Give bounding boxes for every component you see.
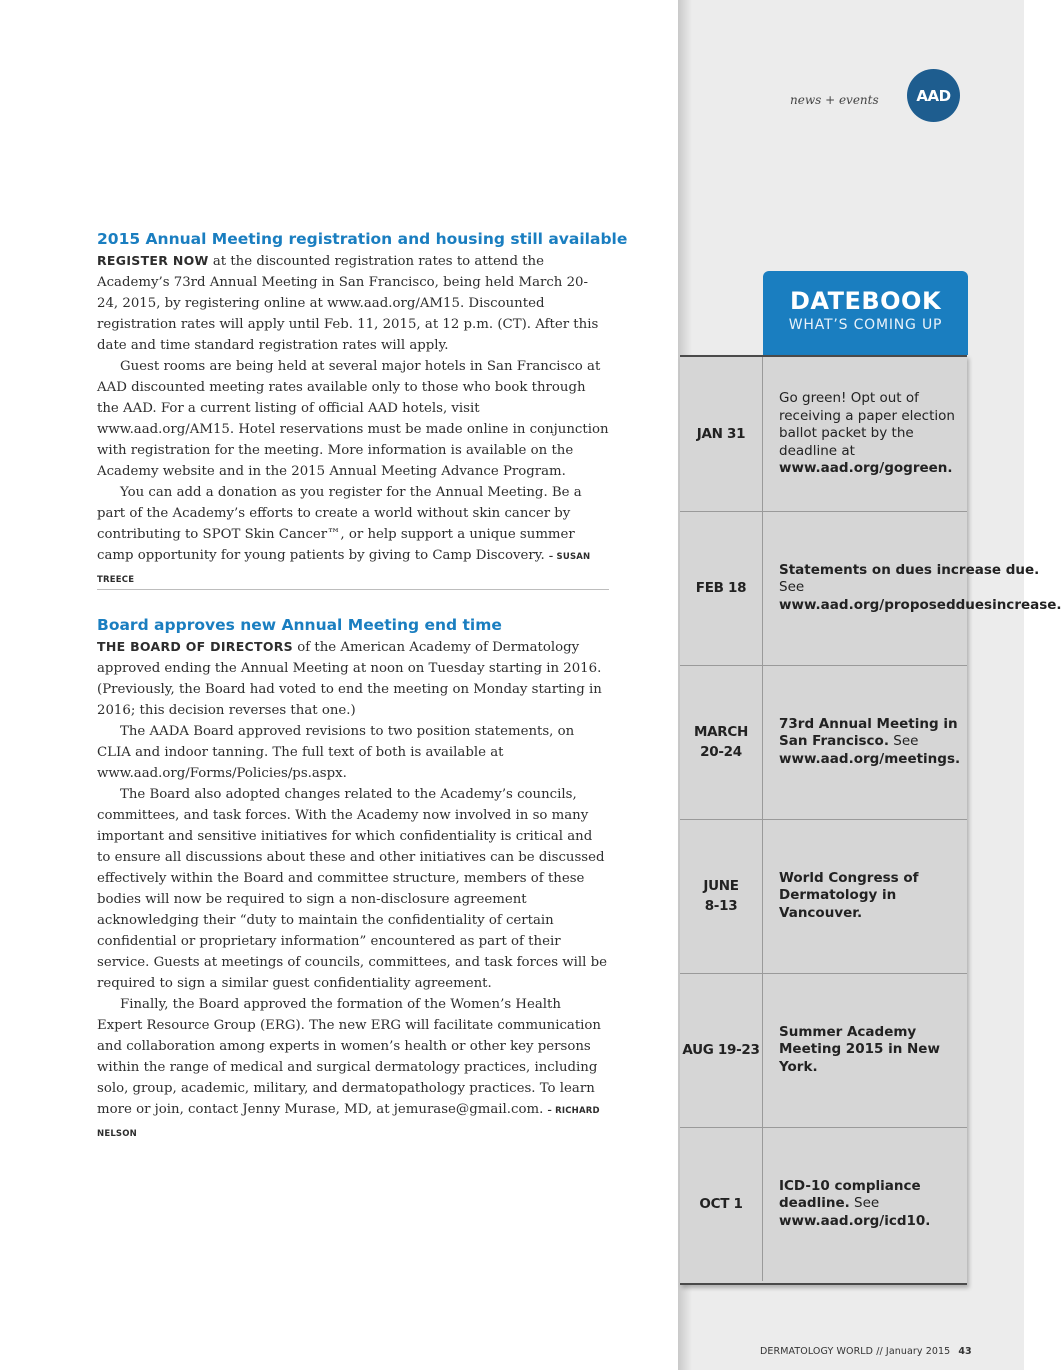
event-description: ICD-10 compliance deadline. See www.aad.org/icd10. — [779, 1177, 931, 1229]
author-byline: – SUSAN TREECE — [97, 552, 591, 585]
lead-in: THE BOARD OF DIRECTORS — [97, 639, 293, 654]
article-paragraph — [97, 482, 609, 591]
article-paragraph — [97, 250, 609, 356]
page-number: 43 — [958, 1346, 972, 1357]
event-date: FEB 18 — [680, 511, 763, 665]
datebook-event — [680, 1127, 967, 1281]
datebook-header — [763, 271, 968, 355]
author-byline: – RICHARD NELSON — [97, 1106, 600, 1139]
event-date: JUNE 8-13 — [680, 819, 763, 973]
paragraph-text: You can add a donation as you register for the Annual Meeting. Be a part of the Academy’s efforts to create a world without skin cancer by contributing to SPOT Skin Cancer™, or help support a unique summer camp opportunity for young patients by giving to Camp Discovery. — [97, 485, 582, 563]
article-headline: 2015 Annual Meeting registration and housing still available — [97, 230, 628, 248]
paragraph-text: Finally, the Board approved the formation of the Women’s Health Expert Resource Group (ERG). The new ERG will facilitate communication and collaboration among experts in women’s health or other key persons within the range of medical and surgical dermatology practices, including solo, group, academic, military, and dermatopathology practices. To learn more or join, contact Jenny Murase, MD, at jemurase@gmail.com. — [97, 997, 601, 1117]
lead-in: REGISTER NOW — [97, 253, 209, 268]
article-board-approves-end-time — [97, 614, 609, 1145]
datebook-event — [680, 665, 967, 820]
event-description: Go green! Opt out of receiving a paper election ballot packet by the deadline at www.aad.org/gogreen. — [779, 390, 955, 477]
article-paragraph: The Board also adopted changes related to the Academy’s councils, committees, and task forces. With the Academy now involved in so many important and sensitive initiatives for which confidentiality is critical and to ensure all discussions about these and other initiatives can be discussed effectively within the Board and committee structure, members of these bodies will now be required to sign a non-disclosure agreement acknowledging their “duty to maintain the confidentiality of certain confidential or proprietary information” encountered as part of their service. Guests at meetings of councils, committees, and task forces will be required to sign a similar guest confidentiality agreement. — [97, 787, 608, 991]
page-footer — [760, 1346, 972, 1357]
aad-logo-badge: AAD — [907, 69, 960, 122]
event-description: Statements on dues increase due. See www.aad.org/proposedduesincrease. — [779, 561, 1062, 613]
article-paragraph — [97, 994, 609, 1145]
article-paragraph — [97, 636, 609, 721]
article-annual-meeting-registration — [97, 228, 628, 591]
event-description: 73rd Annual Meeting in San Francisco. See www.aad.org/meetings. — [779, 715, 961, 767]
event-date: OCT 1 — [680, 1127, 763, 1281]
datebook-title: DATEBOOK — [789, 287, 942, 315]
event-date: AUG 19-23 — [680, 973, 763, 1127]
datebook-event — [680, 973, 967, 1128]
datebook-subtitle: WHAT’S COMING UP — [788, 317, 943, 333]
article-paragraph: The AADA Board approved revisions to two position statements, on CLIA and indoor tanning. The full text of both is available at www.aad.org/Forms/Policies/ps.aspx. — [97, 724, 575, 781]
paragraph-text: at the discounted registration rates to attend the Academy’s 73rd Annual Meeting in San Francisco, being held March 20-24, 2015, by registering online at www.aad.org/AM15. Discounted registration rates will apply until Feb. 11, 2015, at 12 p.m. (CT). After this date and time standard registration rates will apply. — [97, 254, 599, 353]
event-description: World Congress of Dermatology in Vancouver. — [779, 869, 919, 921]
paragraph-text: of the American Academy of Dermatology approved ending the Annual Meeting at noon on Tuesday starting in 2016. (Previously, the Board had voted to end the meeting on Monday starting in 2016; this decision reverses that one.) — [97, 640, 602, 718]
event-description: Summer Academy Meeting 2015 in New York. — [779, 1023, 940, 1075]
magazine-issue: DERMATOLOGY WORLD // January 2015 — [760, 1346, 951, 1357]
article-divider — [97, 589, 609, 590]
datebook-event — [680, 357, 967, 512]
datebook-event — [680, 511, 1062, 666]
article-paragraph: Guest rooms are being held at several major hotels in San Francisco at AAD discounted meeting rates available only to those who book through the AAD. For a current listing of official AAD hotels, visit www.aad.org/AM15. Hotel reservations must be made online in conjunction with registration for the meeting. More information is available on the Academy website and in the 2015 Annual Meeting Advance Program. — [97, 359, 609, 479]
event-date: MARCH 20-24 — [680, 665, 763, 819]
datebook-table — [680, 355, 1062, 1285]
datebook-event — [680, 819, 967, 974]
event-date: JAN 31 — [680, 357, 763, 511]
section-label: news + events — [790, 93, 879, 107]
article-headline: Board approves new Annual Meeting end time — [97, 616, 502, 634]
